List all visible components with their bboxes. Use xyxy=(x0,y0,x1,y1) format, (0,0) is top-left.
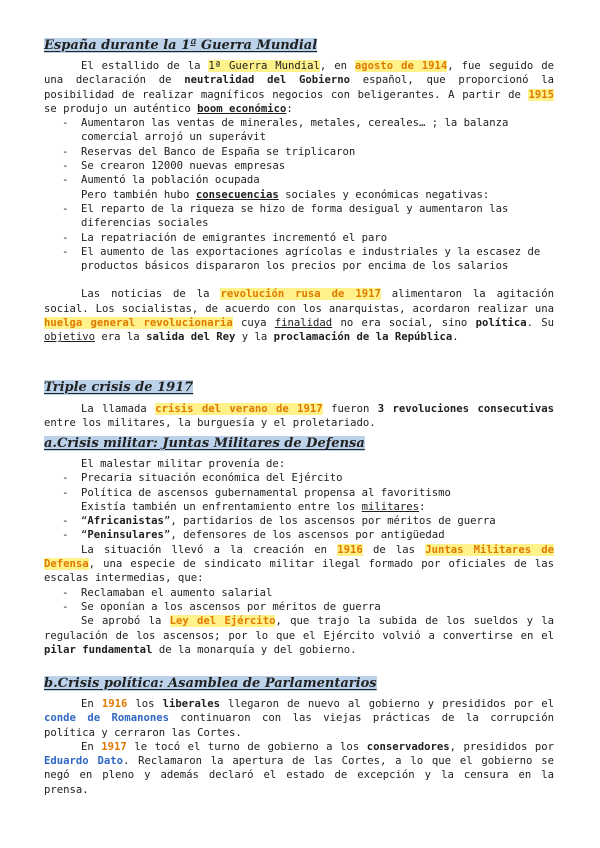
section-spain-ww1-body xyxy=(44,59,554,345)
list-item: - El aumento de las exportaciones agrícolas e industriales y la escasez de productos básicos dispararon los precios por encima de los salarios xyxy=(44,245,554,274)
list-item: - Reservas del Banco de España se triplicaron xyxy=(44,145,554,159)
list-juntas-demands xyxy=(44,586,554,615)
list-item: - Se crearon 12000 nuevas empresas xyxy=(44,159,554,173)
heading-political-crisis: b.Crisis política: Asamblea de Parlamentarios xyxy=(44,676,377,691)
list-item: - Política de ascensos gubernamental propensa al favoritismo xyxy=(44,486,554,500)
paragraph-juntas: La situación llevó a la creación en 1916 de las Juntas Militares de Defensa, una especie de sindicato militar ilegal formado por oficiales de las escalas intermedias, que: xyxy=(44,543,555,585)
paragraph-neutrality: El estallido de la 1ª Guerra Mundial, en agosto de 1914, fue seguido de una declaración de neutralidad del Gobierno español, que proporcionó la posibilidad de realizar magníficos negocios con beligerantes. A partir de 1915 se produjo un auténtico boom económico: xyxy=(44,60,554,115)
list-item: - “Peninsulares”, defensores de los ascensos por antigüedad xyxy=(44,528,554,542)
list-item: - Reclamaban el aumento salarial xyxy=(44,586,554,600)
paragraph-army-law: Se aprobó la Ley del Ejército, que trajo la subida de los sueldos y la regulación de los ascensos; por lo que el Ejército volvió a convertirse en el pilar fundamental de la monarquía y del gobierno. xyxy=(44,615,554,656)
list-boom-effects xyxy=(44,116,554,187)
section-political-crisis-body xyxy=(44,697,554,797)
section-military-crisis-body xyxy=(44,457,554,657)
list-item: - “Africanistas”, partidarios de los ascensos por méritos de guerra xyxy=(44,514,554,528)
heading-spain-ww1: España durante la 1ª Guerra Mundial xyxy=(44,38,318,53)
paragraph-summer-crisis: La llamada crisis del verano de 1917 fueron 3 revoluciones consecutivas entre los militares, la burguesía y el proletariado. xyxy=(44,403,554,430)
heading-triple-crisis: Triple crisis de 1917 xyxy=(44,380,194,395)
paragraph-russian-revolution: Las noticias de la revolución rusa de 1917 alimentaron la agitación social. Los socialistas, de acuerdo con los anarquistas, acordaron realizar una huelga general revolucionaria cuya finalidad no era social, sino política. Su objetivo era la salida del Rey y la proclamación de la República. xyxy=(44,288,554,344)
negative-consequences-intro: Pero también hubo consecuencias sociales y económicas negativas: xyxy=(81,188,490,201)
list-negative-consequences xyxy=(44,202,554,273)
list-item: - Aumentaron las ventas de minerales, metales, cereales… ; la balanza comercial arrojó un superávit xyxy=(44,116,554,145)
list-item: - Se oponían a los ascensos por méritos de guerra xyxy=(44,600,554,614)
heading-military-crisis: a.Crisis militar: Juntas Militares de Defensa xyxy=(44,436,365,451)
military-confrontation: Existía también un enfrentamiento entre los militares: xyxy=(81,500,426,513)
list-item: - La repatriación de emigrantes incrementó el paro xyxy=(44,231,554,245)
military-intro: El malestar militar provenía de: xyxy=(81,458,286,470)
list-item: - Aumentó la población ocupada xyxy=(44,173,554,187)
paragraph-conservatives: En 1917 le tocó el turno de gobierno a los conservadores, presididos por Eduardo Dato. Reclamaron la apertura de las Cortes, a lo que el gobierno se negó en pleno y además declaró el estado de excepción y la censura en la prensa. xyxy=(44,740,555,796)
paragraph-liberals: En 1916 los liberales llegaron de nuevo al gobierno y presididos por el conde de Romanones continuaron con las viejas prácticas de la corrupción política y cerraron las Cortes. xyxy=(44,698,554,739)
list-item: - El reparto de la riqueza se hizo de forma desigual y aumentaron las diferencias sociales xyxy=(44,202,554,231)
list-military-causes xyxy=(44,471,554,500)
list-item: - Precaria situación económica del Ejército xyxy=(44,471,554,485)
section-triple-crisis-body xyxy=(44,402,554,431)
list-military-factions xyxy=(44,514,554,543)
